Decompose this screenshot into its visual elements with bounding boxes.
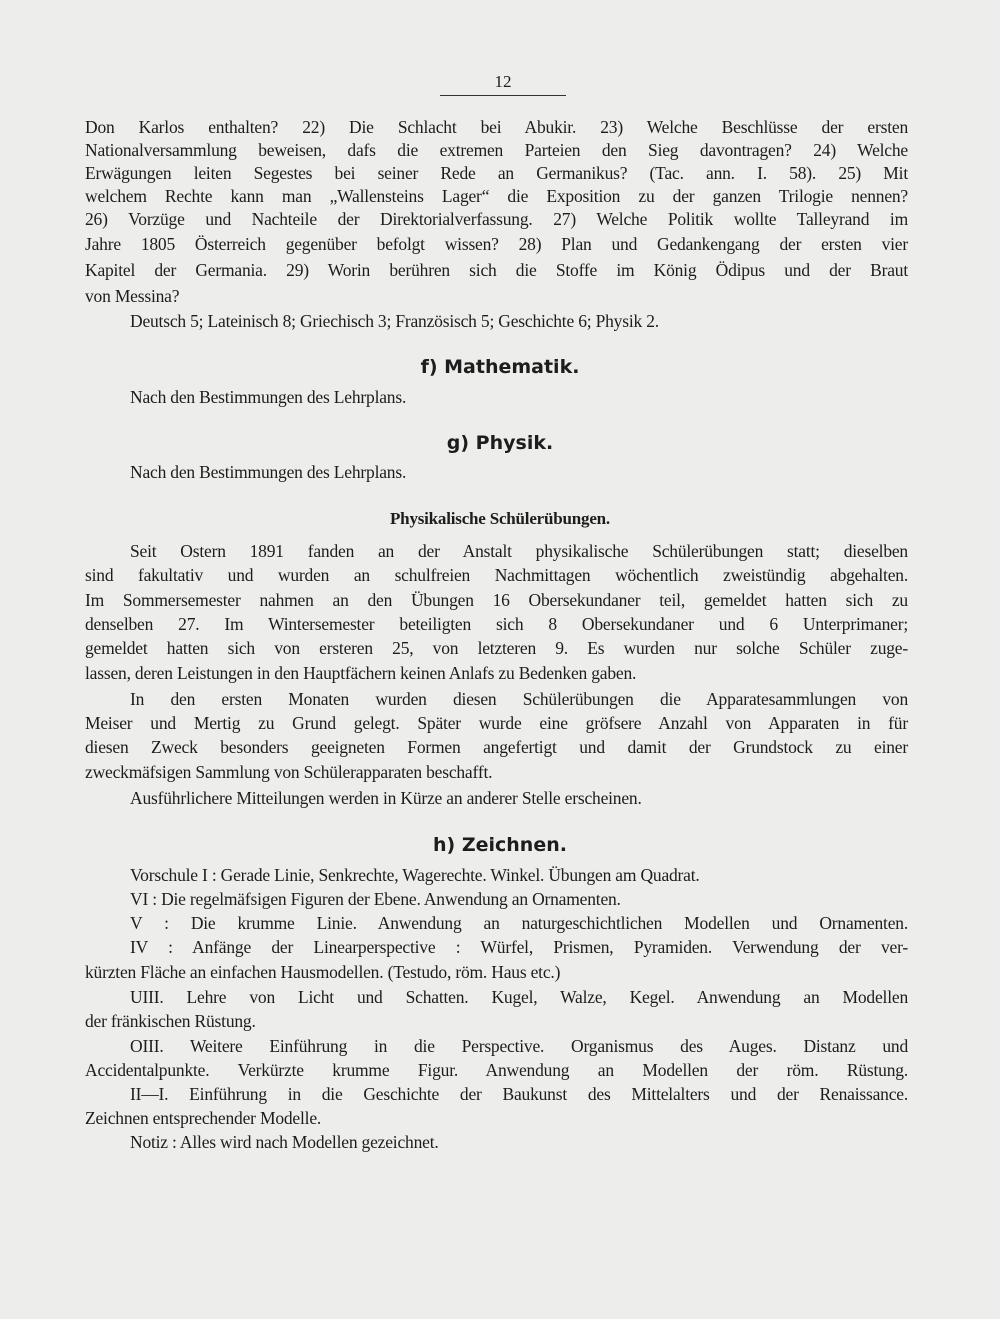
text-line: Deutsch 5; Lateinisch 8; Griechisch 3; Französisch 5; Geschichte 6; Physik 2. (130, 311, 659, 331)
text-line: der fränkischen Rüstung. (85, 1011, 256, 1031)
text-line: V : Die krumme Linie. Anwendung an naturgeschichtlichen Modellen und Ornamenten. (130, 913, 908, 933)
text-line: II—I. Einführung in die Geschichte der Baukunst des Mittelalters und der Renaissance. (130, 1084, 908, 1104)
text-line: Kapitel der Germania. 29) Worin berühren sich die Stoffe im König Ödipus und der Braut (85, 260, 908, 280)
text-line: diesen Zweck besonders geeigneten Formen angefertigt und damit der Grundstock zu einer (85, 737, 908, 757)
text-line: lassen, deren Leistungen in den Hauptfächern keinen Anlafs zu Bedenken gaben. (85, 663, 637, 683)
section-heading: g) Physik. (446, 432, 554, 454)
text-line: In den ersten Monaten wurden diesen Schülerübungen die Apparatesammlungen von (130, 689, 908, 709)
text-line: welchem Rechte kann man „Wallensteins Lager“ die Exposition zu der ganzen Trilogie nennen? (85, 186, 908, 206)
text-line: Nach den Bestimmungen des Lehrplans. (130, 387, 407, 407)
text-line: Im Sommersemester nahmen an den Übungen 16 Obersekundaner teil, gemeldet hatten sich zu (85, 590, 908, 610)
text-line: Seit Ostern 1891 fanden an der Anstalt physikalische Schülerübungen statt; dieselben (130, 541, 908, 561)
text-line: Notiz : Alles wird nach Modellen gezeichnet. (130, 1132, 439, 1152)
section-heading: f) Mathematik. (420, 356, 580, 378)
text-line: zweckmäfsigen Sammlung von Schülerapparaten beschafft. (85, 762, 493, 782)
text-line: Jahre 1805 Österreich gegenüber befolgt wissen? 28) Plan und Gedankengang der ersten vier (85, 234, 908, 254)
text-line: 26) Vorzüge und Nachteile der Direktorialverfassung. 27) Welche Politik wollte Talleyrand im (85, 209, 908, 229)
text-line: VI : Die regelmäfsigen Figuren der Ebene. Anwendung an Ornamenten. (130, 889, 621, 909)
text-line: UIII. Lehre von Licht und Schatten. Kugel, Walze, Kegel. Anwendung an Modellen (130, 987, 908, 1007)
text-line: OIII. Weitere Einführung in die Perspective. Organismus des Auges. Distanz und (130, 1036, 908, 1056)
text-line: Meiser und Mertig zu Grund gelegt. Später wurde eine gröfsere Anzahl von Apparaten in für (85, 713, 908, 733)
text-line: Erwägungen leiten Segestes bei seiner Rede an Germanikus? (Tac. ann. I. 58). 25) Mit (85, 163, 908, 183)
text-line: Don Karlos enthalten? 22) Die Schlacht bei Abukir. 23) Welche Beschlüsse der ersten (85, 117, 908, 137)
section-heading: h) Zeichnen. (433, 834, 567, 856)
text-line: Vorschule I : Gerade Linie, Senkrechte, Wagerechte. Winkel. Übungen am Quadrat. (130, 865, 700, 885)
text-line: Nach den Bestimmungen des Lehrplans. (130, 462, 407, 482)
text-line: Nationalversammlung beweisen, dafs die extremen Parteien den Sieg davontragen? 24) Welche (85, 140, 908, 160)
text-line: Zeichnen entsprechender Modelle. (85, 1108, 322, 1128)
text-line: IV : Anfänge der Linearperspective : Würfel, Prismen, Pyramiden. Verwendung der ver- (130, 937, 908, 957)
text-line: von Messina? (85, 286, 180, 306)
header-rule (440, 95, 566, 96)
text-line: gemeldet hatten sich von ersteren 25, von letzteren 9. Es wurden nur solche Schüler zuge- (85, 638, 908, 658)
text-line: Accidentalpunkte. Verkürzte krumme Figur. Anwendung an Modellen der röm. Rüstung. (85, 1060, 908, 1080)
text-line: Ausführlichere Mitteilungen werden in Kürze an anderer Stelle erscheinen. (130, 788, 642, 808)
text-line: sind fakultativ und wurden an schulfreien Nachmittagen wöchentlich zweistündig abgehalten. (85, 565, 908, 585)
text-line: denselben 27. Im Wintersemester beteiligten sich 8 Obersekundaner und 6 Unterprimaner; (85, 614, 908, 634)
page-number: 12 (494, 72, 512, 91)
subsection-heading: Physikalische Schülerübungen. (390, 509, 610, 528)
text-line: kürzten Fläche an einfachen Hausmodellen. (Testudo, röm. Haus etc.) (85, 962, 561, 982)
